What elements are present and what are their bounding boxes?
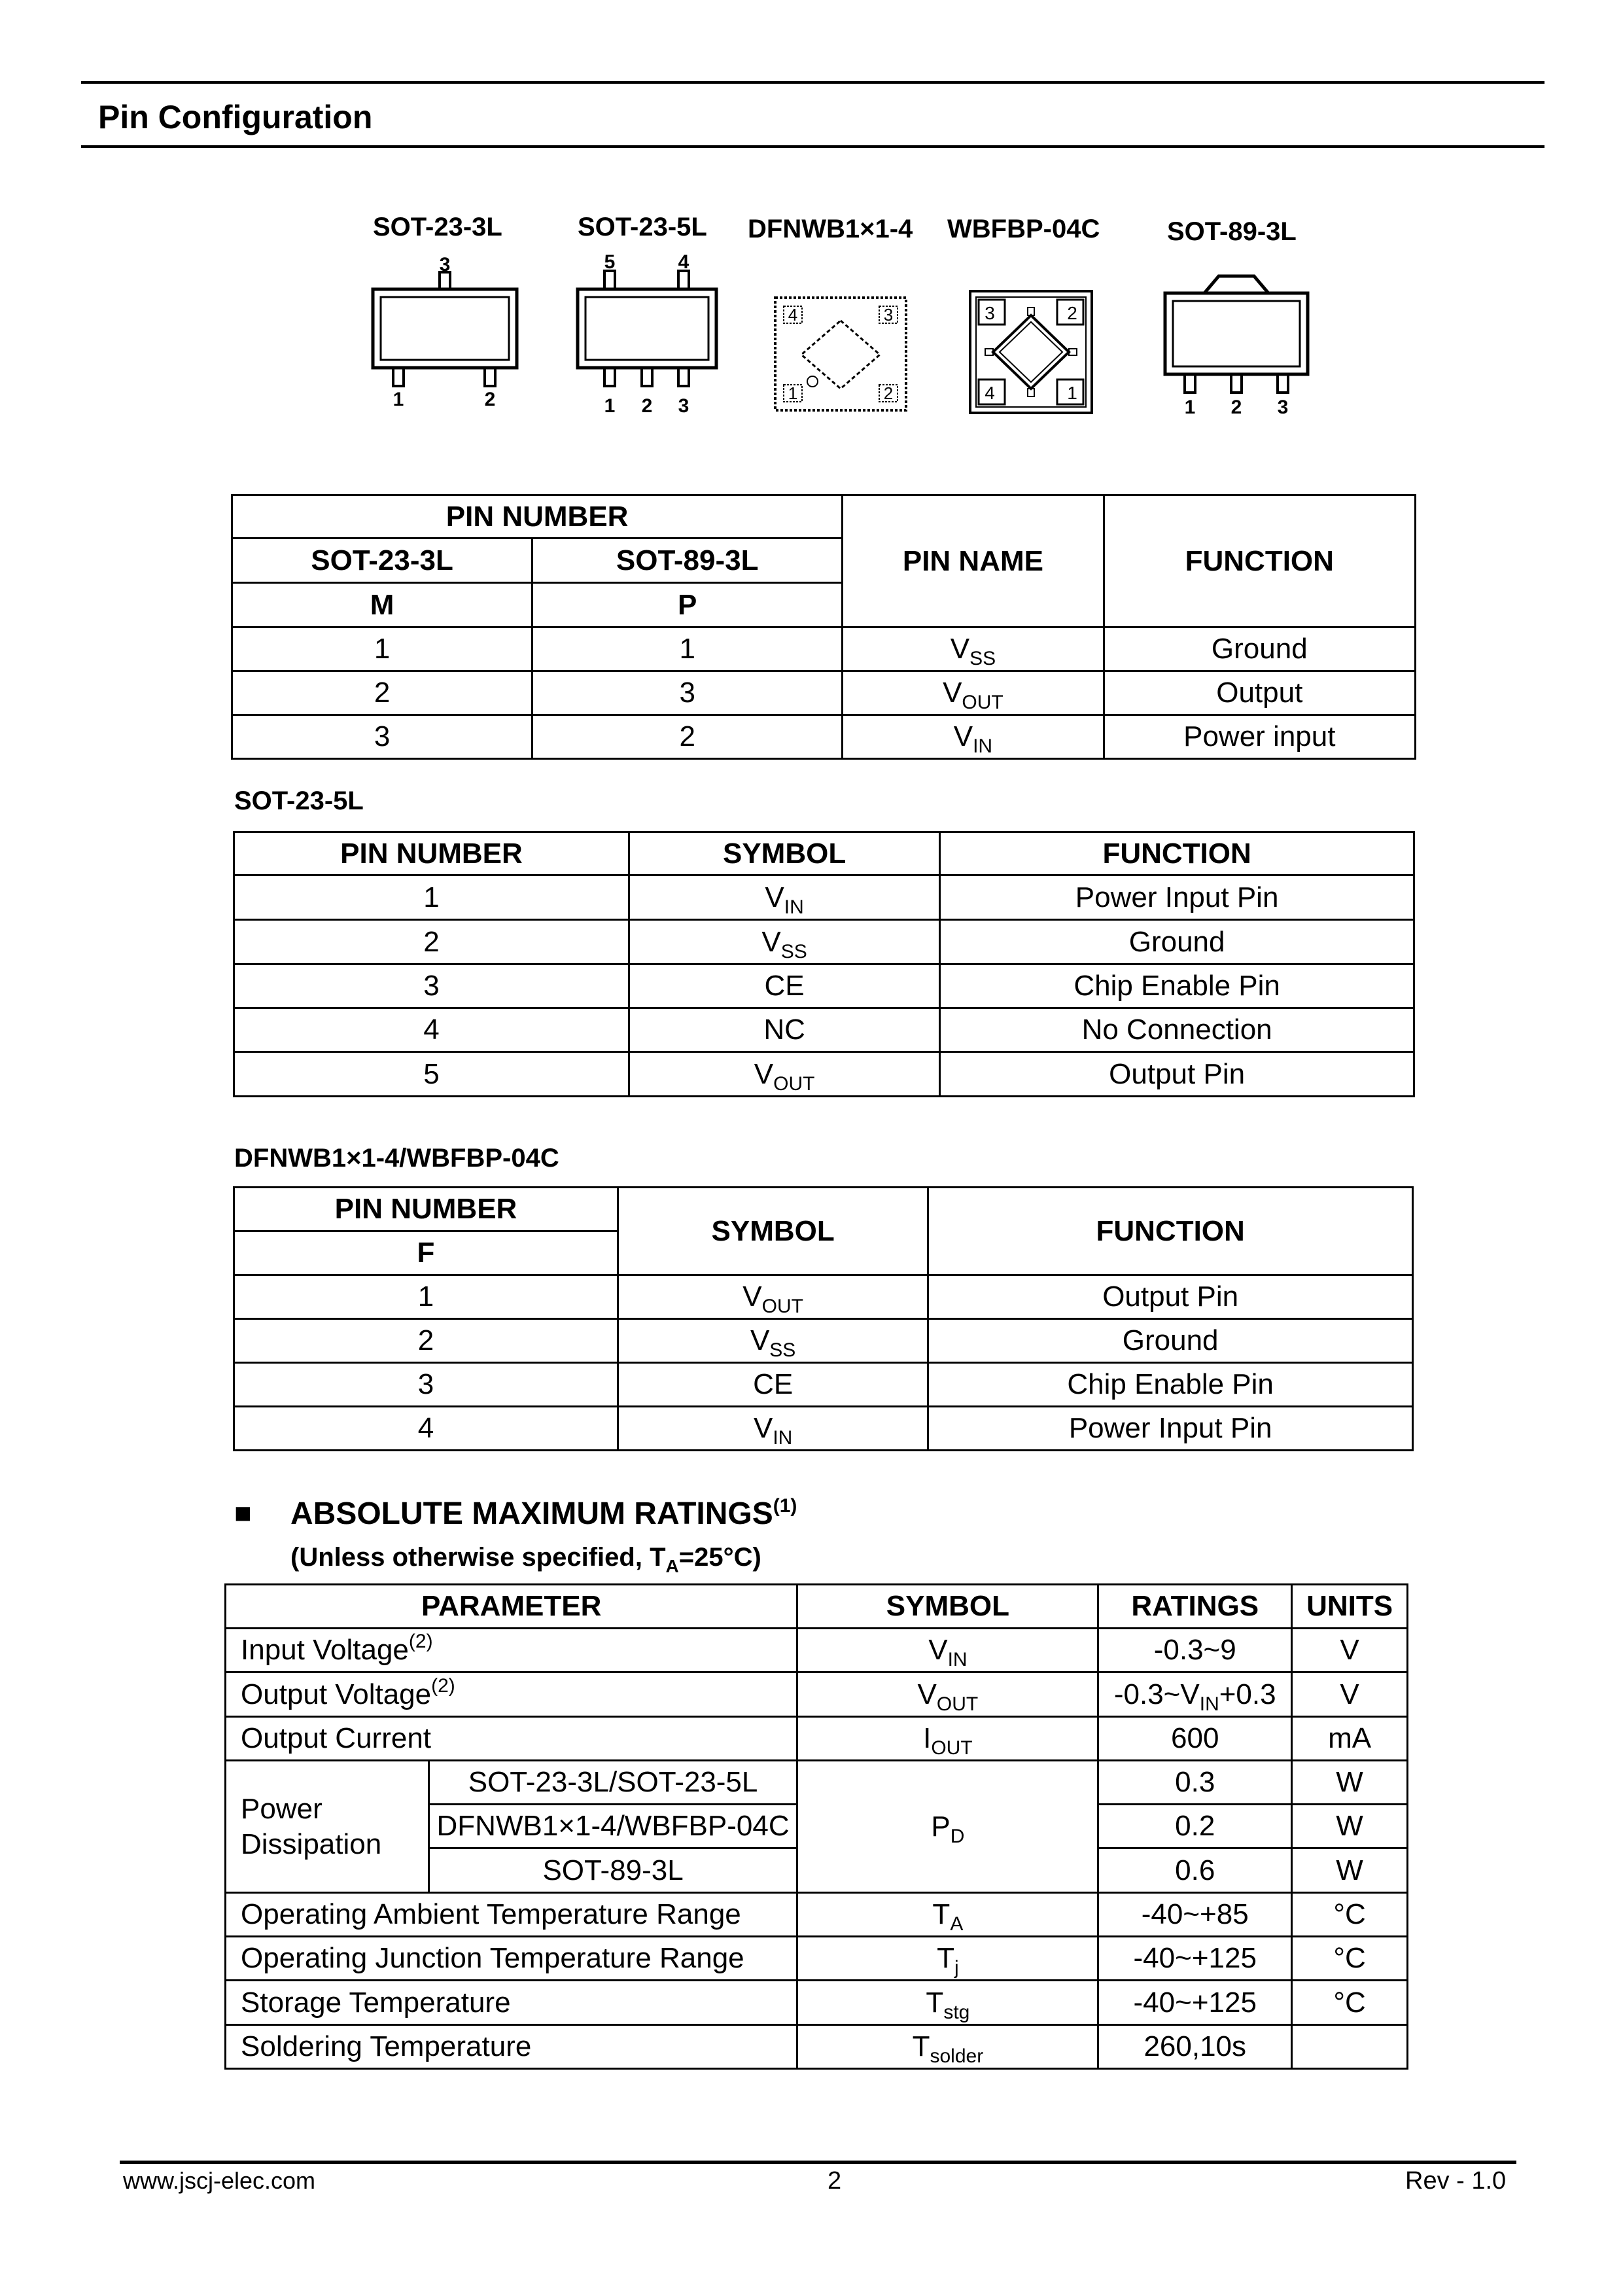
pin-p: 1 — [532, 627, 843, 671]
symbol-vout: $V_{OUT}$ — [797, 1672, 1098, 1717]
dfnwb-wbfbp-caption: DFNWB1×1-4/WBFBP-04C — [234, 1144, 559, 1173]
param-soldering-temperature: Soldering Temperature — [226, 2025, 797, 2069]
table-row — [234, 1319, 1413, 1363]
pin-function: No Connection — [940, 1008, 1414, 1052]
pin-p: 3 — [532, 671, 843, 715]
table-row — [234, 1275, 1413, 1319]
pin-number: 4 — [234, 1407, 618, 1451]
parameter-header: PARAMETER — [226, 1585, 797, 1629]
dfnwb-pin-label-2: 2 — [883, 383, 894, 403]
rating-value: 0.2 — [1098, 1805, 1292, 1848]
pin-function: Ground — [1104, 627, 1415, 671]
unit-value: W — [1292, 1805, 1408, 1848]
pin-number: 2 — [234, 920, 629, 964]
param-power-dissipation: Power Dissipation — [226, 1761, 429, 1893]
rating-value: -40~+125 — [1098, 1981, 1292, 2025]
ratings-header: RATINGS — [1098, 1585, 1292, 1629]
symbol-tj: $T_j$ — [797, 1937, 1098, 1981]
pin-function: Ground — [928, 1319, 1413, 1363]
units-header: UNITS — [1292, 1585, 1408, 1629]
footer-page-number: 2 — [828, 2167, 842, 2195]
sot23-5l-pin-label-4: 4 — [678, 251, 689, 273]
sot23-5l-pin-label-3: 3 — [678, 395, 689, 417]
unit-value: V — [1292, 1672, 1408, 1717]
pin-number-header: PIN NUMBER — [234, 1188, 618, 1231]
sot23-3l-pin-label-1: 1 — [393, 389, 404, 410]
sot23-3l-pin-label-2: 2 — [484, 389, 496, 410]
package-label-wbfbp: WBFBP-04C — [947, 215, 1100, 243]
wbfbp-package-diagram — [967, 288, 1095, 419]
unit-value: W — [1292, 1848, 1408, 1893]
pin-name-header: PIN NAME — [843, 495, 1104, 627]
rating-value: $-0.3\sim V_{IN}+0.3$ — [1098, 1672, 1292, 1717]
ratings-condition: (Unless otherwise specified, $T_A=25^\circ C$) — [290, 1543, 761, 1576]
wbfbp-pin-label-3: 3 — [985, 303, 995, 323]
footer-website[interactable]: www.jscj-elec.com — [123, 2167, 316, 2194]
pin-function: Chip Enable Pin — [928, 1363, 1413, 1407]
sot23-5l-package-diagram — [572, 250, 723, 427]
rating-value: 260,10s — [1098, 2025, 1292, 2069]
absolute-maximum-ratings-table — [224, 1583, 1408, 2070]
footer-rule — [120, 2161, 1516, 2164]
unit-value: V — [1292, 1629, 1408, 1672]
wbfbp-pin-label-1: 1 — [1067, 383, 1077, 403]
function-header: FUNCTION — [928, 1188, 1413, 1275]
pin-function: Power Input Pin — [940, 875, 1414, 920]
pin-m: 3 — [232, 715, 532, 759]
sot23-3l-header: SOT-23-3L — [232, 539, 532, 583]
pin-symbol: $V_{SS}$ — [629, 920, 939, 964]
p-header: P — [532, 583, 843, 627]
pin-number: 5 — [234, 1052, 629, 1097]
pin-m: 2 — [232, 671, 532, 715]
pd-package: SOT-23-3L/SOT-23-5L — [428, 1761, 797, 1805]
table-row — [226, 1981, 1408, 2025]
symbol-tsolder: $T_{solder}$ — [797, 2025, 1098, 2069]
symbol-header: SYMBOL — [629, 832, 939, 875]
table-row — [226, 1629, 1408, 1672]
table-row — [226, 1717, 1408, 1761]
pin-m: 1 — [232, 627, 532, 671]
pin-symbol: $V_{OUT}$ — [618, 1275, 928, 1319]
unit-value: °C — [1292, 1893, 1408, 1937]
table-row — [226, 2025, 1408, 2069]
dfnwb-package-diagram — [772, 294, 909, 415]
param-input-voltage: Input Voltage$^{(2)}$ — [226, 1629, 797, 1672]
rating-value: 600 — [1098, 1717, 1292, 1761]
sot23-3l-package-diagram — [366, 255, 523, 419]
pin-number-header: PIN NUMBER — [234, 832, 629, 875]
param-output-current: Output Current — [226, 1717, 797, 1761]
table-row — [226, 1893, 1408, 1937]
pin-symbol: $V_{IN}$ — [618, 1407, 928, 1451]
rating-value: -40~+85 — [1098, 1893, 1292, 1937]
rating-value: -40~+125 — [1098, 1937, 1292, 1981]
ratings-title: ABSOLUTE MAXIMUM RATINGS$^{(1)}$ — [290, 1495, 797, 1531]
sot23-5l-pin-label-5: 5 — [604, 251, 616, 273]
unit-value — [1292, 2025, 1408, 2069]
function-header: FUNCTION — [1104, 495, 1415, 627]
sot89-3l-pin-label-3: 3 — [1277, 397, 1289, 418]
pin-name: $V_{SS}$ — [843, 627, 1104, 671]
table-row — [226, 1761, 1408, 1805]
pin-function: Output — [1104, 671, 1415, 715]
table-row — [234, 964, 1414, 1008]
sot89-3l-pin-label-1: 1 — [1184, 397, 1196, 418]
footer-revision: Rev - 1.0 — [1405, 2167, 1507, 2195]
pin-symbol: $V_{IN}$ — [629, 875, 939, 920]
sot89-3l-pin-label-2: 2 — [1230, 397, 1242, 418]
sot23-3l-pin-label-3: 3 — [439, 255, 451, 275]
table-row — [232, 627, 1416, 671]
table-row — [234, 1008, 1414, 1052]
pin-function: Power input — [1104, 715, 1415, 759]
table-row — [234, 1363, 1413, 1407]
symbol-pd: $P_D$ — [797, 1761, 1098, 1893]
symbol-ta: $T_A$ — [797, 1893, 1098, 1937]
pin-table-sot23-5l — [233, 831, 1415, 1097]
table-row — [234, 875, 1414, 920]
param-operating-junction: Operating Junction Temperature Range — [226, 1937, 797, 1981]
pin-number-header: PIN NUMBER — [232, 495, 843, 539]
pin-number: 4 — [234, 1008, 629, 1052]
sot89-3l-header: SOT-89-3L — [532, 539, 843, 583]
unit-value: °C — [1292, 1981, 1408, 2025]
table-row — [232, 715, 1416, 759]
package-label-sot23-3l: SOT-23-3L — [373, 213, 502, 241]
sot23-5l-pin-label-2: 2 — [641, 395, 653, 417]
pin-table-dfnwb-wbfbp — [233, 1186, 1414, 1451]
pin-function: Power Input Pin — [928, 1407, 1413, 1451]
pin-function: Output Pin — [940, 1052, 1414, 1097]
param-operating-ambient: Operating Ambient Temperature Range — [226, 1893, 797, 1937]
symbol-header: SYMBOL — [797, 1585, 1098, 1629]
pin-function: Ground — [940, 920, 1414, 964]
pd-package: SOT-89-3L — [428, 1848, 797, 1893]
pin-table-sot23-sot89 — [231, 494, 1416, 760]
pin-symbol: CE — [629, 964, 939, 1008]
symbol-vin: $V_{IN}$ — [797, 1629, 1098, 1672]
section-title: Pin Configuration — [98, 99, 373, 135]
table-row — [226, 1672, 1408, 1717]
unit-value: °C — [1292, 1937, 1408, 1981]
package-label-sot23-5l: SOT-23-5L — [578, 213, 707, 241]
pin-number: 2 — [234, 1319, 618, 1363]
pin-p: 2 — [532, 715, 843, 759]
table-row — [234, 920, 1414, 964]
dfnwb-pin-label-3: 3 — [883, 305, 894, 325]
wbfbp-pin-label-4: 4 — [985, 383, 995, 403]
sot23-5l-pin-label-1: 1 — [604, 395, 616, 417]
pin-number: 1 — [234, 1275, 618, 1319]
unit-value: W — [1292, 1761, 1408, 1805]
function-header: FUNCTION — [940, 832, 1414, 875]
table-row — [232, 671, 1416, 715]
pin-name: $V_{OUT}$ — [843, 671, 1104, 715]
symbol-iout: $I_{OUT}$ — [797, 1717, 1098, 1761]
param-output-voltage: Output Voltage$^{(2)}$ — [226, 1672, 797, 1717]
param-storage-temperature: Storage Temperature — [226, 1981, 797, 2025]
symbol-tstg: $T_{stg}$ — [797, 1981, 1098, 2025]
header-bottom-rule — [81, 145, 1544, 148]
dfnwb-pin-label-4: 4 — [788, 305, 798, 325]
dfnwb-pin-label-1: 1 — [788, 383, 798, 403]
package-label-dfnwb: DFNWB1×1-4 — [748, 215, 913, 243]
sot89-3l-package-diagram — [1161, 267, 1312, 424]
unit-value: mA — [1292, 1717, 1408, 1761]
package-label-sot89-3l: SOT-89-3L — [1167, 217, 1297, 246]
table-row — [234, 1052, 1414, 1097]
pin-symbol: NC — [629, 1008, 939, 1052]
table-row — [234, 1407, 1413, 1451]
ratings-bullet: ■ — [234, 1497, 252, 1529]
sot23-5l-caption: SOT-23-5L — [234, 786, 364, 815]
rating-value: -0.3~9 — [1098, 1629, 1292, 1672]
pin-function: Output Pin — [928, 1275, 1413, 1319]
pd-package: DFNWB1×1-4/WBFBP-04C — [428, 1805, 797, 1848]
pin-name: $V_{IN}$ — [843, 715, 1104, 759]
f-header: F — [234, 1231, 618, 1275]
pin-symbol: CE — [618, 1363, 928, 1407]
header-top-rule — [81, 81, 1544, 84]
pin-number: 3 — [234, 964, 629, 1008]
rating-value: 0.3 — [1098, 1761, 1292, 1805]
pin-symbol: $V_{SS}$ — [618, 1319, 928, 1363]
symbol-header: SYMBOL — [618, 1188, 928, 1275]
pin-symbol: $V_{OUT}$ — [629, 1052, 939, 1097]
pin-number: 3 — [234, 1363, 618, 1407]
pin-function: Chip Enable Pin — [940, 964, 1414, 1008]
wbfbp-pin-label-2: 2 — [1067, 303, 1077, 323]
rating-value: 0.6 — [1098, 1848, 1292, 1893]
table-row — [226, 1937, 1408, 1981]
pin-number: 1 — [234, 875, 629, 920]
m-header: M — [232, 583, 532, 627]
